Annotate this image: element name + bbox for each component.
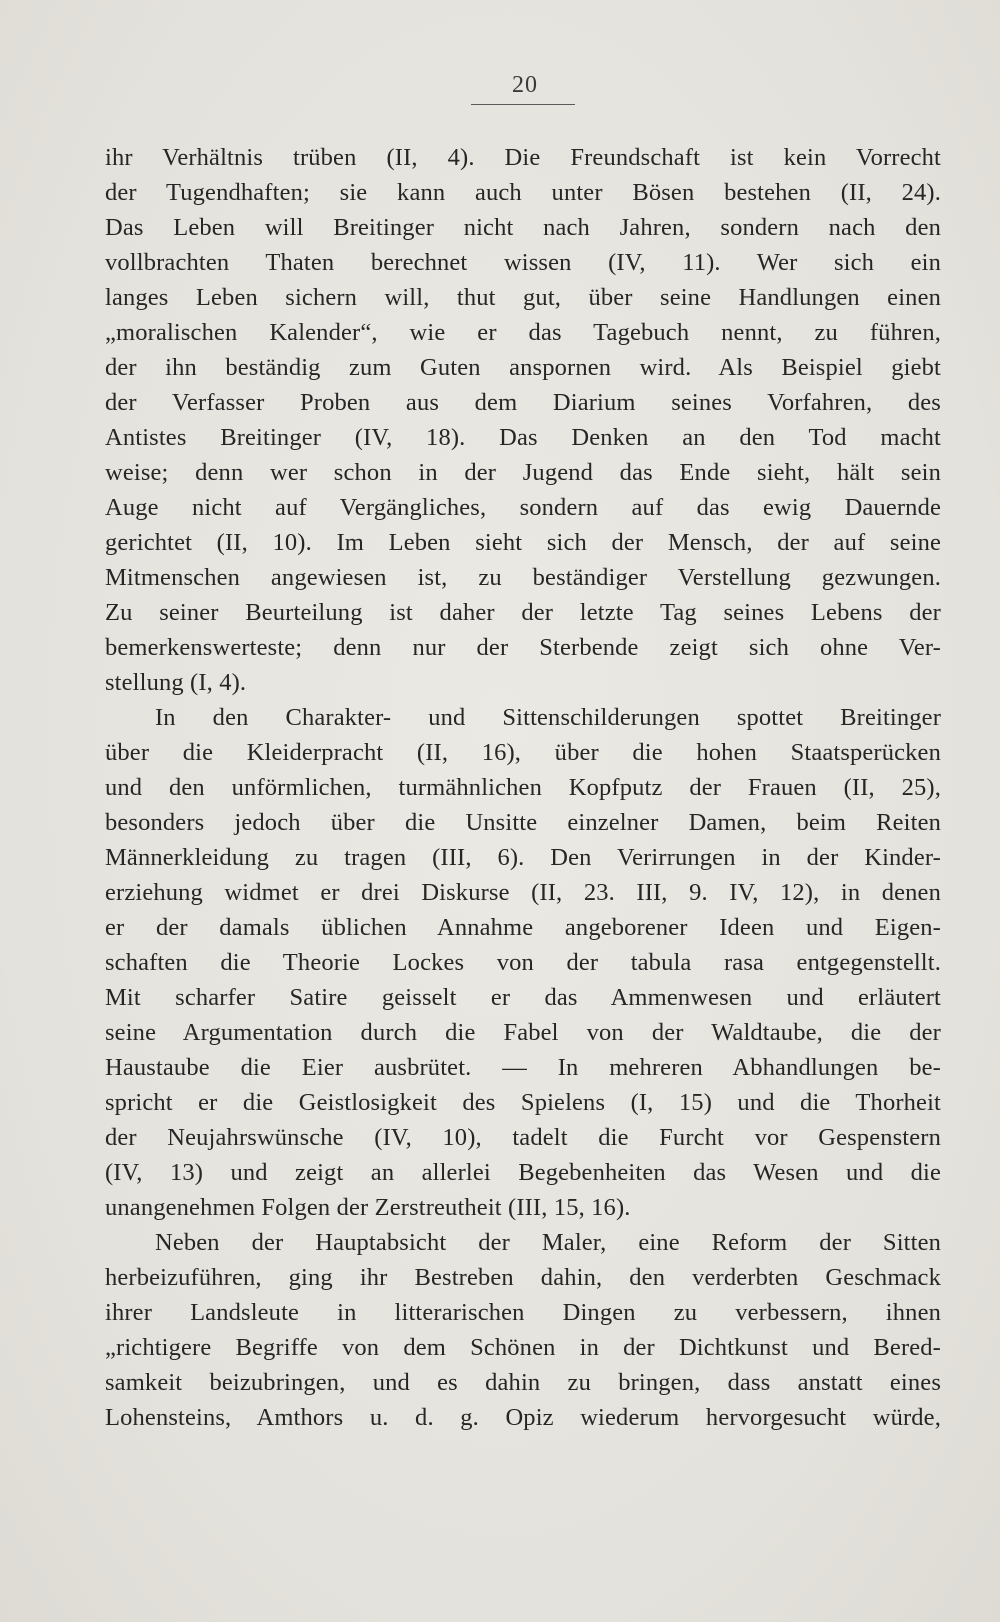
text-line: Männerkleidung zu tragen (III, 6). Den Verirrungen in der Kinder-	[105, 844, 941, 871]
text-line: Neben der Hauptabsicht der Maler, eine Reform der Sitten	[155, 1229, 941, 1256]
text-line: der ihn beständig zum Guten anspornen wird. Als Beispiel giebt	[105, 354, 941, 381]
text-line: In den Charakter- und Sittenschilderungen spottet Breitinger	[155, 704, 941, 731]
text-line: herbeizuführen, ging ihr Bestreben dahin, den verderbten Geschmack	[105, 1264, 941, 1291]
text-line: Mitmenschen angewiesen ist, zu beständiger Verstellung gezwungen.	[105, 564, 941, 591]
page-number: 20	[512, 72, 538, 98]
text-line: Haustaube die Eier ausbrütet. — In mehreren Abhandlungen be-	[105, 1054, 941, 1081]
text-line: spricht er die Geistlosigkeit des Spielens (I, 15) und die Thorheit	[105, 1089, 941, 1116]
text-line: Antistes Breitinger (IV, 18). Das Denken an den Tod macht	[105, 424, 941, 451]
text-line: der Neujahrswünsche (IV, 10), tadelt die Furcht vor Gespenstern	[105, 1124, 941, 1151]
text-line: gerichtet (II, 10). Im Leben sieht sich der Mensch, der auf seine	[105, 529, 941, 556]
text-line: der Verfasser Proben aus dem Diarium seines Vorfahren, des	[105, 389, 941, 416]
text-line: stellung (I, 4).	[105, 669, 247, 696]
text-line: bemerkenswerteste; denn nur der Sterbende zeigt sich ohne Ver-	[105, 634, 941, 661]
text-line: „moralischen Kalender“, wie er das Tagebuch nennt, zu führen,	[105, 319, 941, 346]
text-line: der Tugendhaften; sie kann auch unter Bösen bestehen (II, 24).	[105, 179, 941, 206]
text-line: erziehung widmet er drei Diskurse (II, 23. III, 9. IV, 12), in denen	[105, 879, 941, 906]
text-line: vollbrachten Thaten berechnet wissen (IV, 11). Wer sich ein	[105, 249, 941, 276]
text-line: Lohensteins, Amthors u. d. g. Opiz wiederum hervorgesucht würde,	[105, 1404, 941, 1431]
text-line: samkeit beizubringen, und es dahin zu bringen, dass anstatt eines	[105, 1369, 941, 1396]
text-line: ihr Verhältnis trüben (II, 4). Die Freundschaft ist kein Vorrecht	[105, 144, 941, 171]
text-line: besonders jedoch über die Unsitte einzelner Damen, beim Reiten	[105, 809, 941, 836]
text-line: schaften die Theorie Lockes von der tabula rasa entgegenstellt.	[105, 949, 941, 976]
page-number-rule	[471, 104, 575, 105]
text-line: langes Leben sichern will, thut gut, über seine Handlungen einen	[105, 284, 941, 311]
body-text	[105, 140, 941, 1435]
text-line: weise; denn wer schon in der Jugend das Ende sieht, hält sein	[105, 459, 941, 486]
text-line: und den unförmlichen, turmähnlichen Kopfputz der Frauen (II, 25),	[105, 774, 941, 801]
text-line: Zu seiner Beurteilung ist daher der letzte Tag seines Lebens der	[105, 599, 941, 626]
text-line: ihrer Landsleute in litterarischen Dingen zu verbessern, ihnen	[105, 1299, 941, 1326]
text-line: „richtigere Begriffe von dem Schönen in der Dichtkunst und Bered-	[105, 1334, 941, 1361]
text-line: seine Argumentation durch die Fabel von der Waldtaube, die der	[105, 1019, 941, 1046]
text-line: er der damals üblichen Annahme angeborener Ideen und Eigen-	[105, 914, 941, 941]
text-line: (IV, 13) und zeigt an allerlei Begebenheiten das Wesen und die	[105, 1159, 941, 1186]
text-line: über die Kleiderpracht (II, 16), über die hohen Staatsperücken	[105, 739, 941, 766]
text-line: Mit scharfer Satire geisselt er das Ammenwesen und erläutert	[105, 984, 941, 1011]
text-line: Auge nicht auf Vergängliches, sondern auf das ewig Dauernde	[105, 494, 941, 521]
text-line: Das Leben will Breitinger nicht nach Jahren, sondern nach den	[105, 214, 941, 241]
text-line: unangenehmen Folgen der Zerstreutheit (III, 15, 16).	[105, 1194, 631, 1221]
